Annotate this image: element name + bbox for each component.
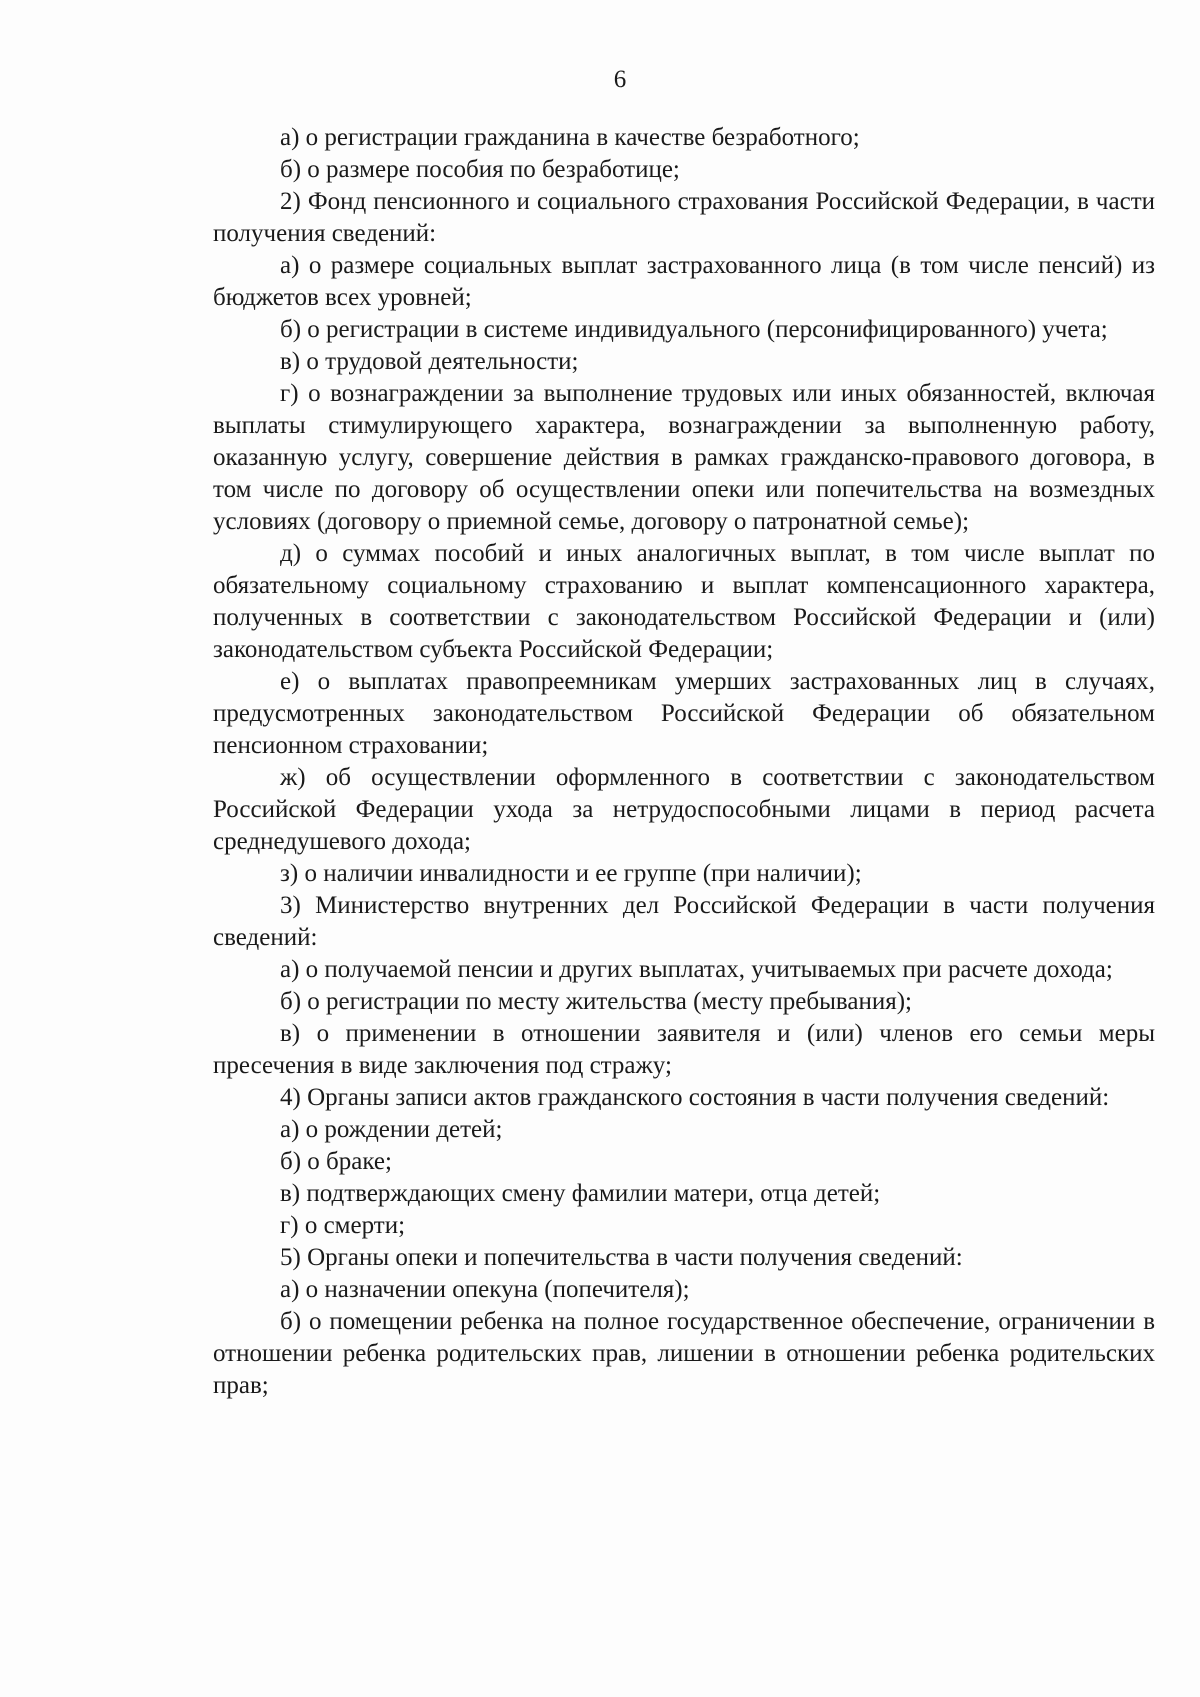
paragraph: б) о размере пособия по безработице; — [280, 156, 680, 183]
paragraph: б) о регистрации в системе индивидуального (персонифицированного) учета; — [280, 316, 1108, 343]
paragraph: 2) Фонд пенсионного и социального страхования Российской Федерации, в части получения сведений: — [213, 188, 1155, 247]
document-body — [213, 122, 1155, 1402]
paragraph: ж) об осуществлении оформленного в соответствии с законодательством Российской Федерации ухода за нетрудоспособными лицами в период расчета среднедушевого дохода; — [213, 764, 1155, 855]
paragraph: а) о размере социальных выплат застрахованного лица (в том числе пенсий) из бюджетов всех уровней; — [213, 252, 1155, 311]
paragraph: 5) Органы опеки и попечительства в части получения сведений: — [280, 1244, 963, 1271]
paragraph: д) о суммах пособий и иных аналогичных выплат, в том числе выплат по обязательному социальному страхованию и выплат компенсационного характера, полученных в соответствии с законодательством Российской Федерации и (или) законодательством субъекта Российской Федерации; — [213, 540, 1155, 663]
paragraph: в) подтверждающих смену фамилии матери, отца детей; — [280, 1180, 881, 1207]
paragraph: е) о выплатах правопреемникам умерших застрахованных лиц в случаях, предусмотренных законодательством Российской Федерации об обязательном пенсионном страховании; — [213, 668, 1155, 759]
paragraph: г) о вознаграждении за выполнение трудовых или иных обязанностей, включая выплаты стимулирующего характера, вознаграждении за выполненную работу, оказанную услугу, совершение действия в рамках гражданско-правового договора, в том числе по договору об осуществлении опеки или попечительства на возмездных условиях (договору о приемной семье, договору о патронатной семье); — [213, 380, 1155, 535]
paragraph: в) о трудовой деятельности; — [280, 348, 579, 375]
paragraph: б) о помещении ребенка на полное государственное обеспечение, ограничении в отношении ребенка родительских прав, лишении в отношении ребенка родительских прав; — [213, 1308, 1155, 1399]
paragraph: в) о применении в отношении заявителя и (или) членов его семьи меры пресечения в виде заключения под стражу; — [213, 1020, 1155, 1079]
paragraph: г) о смерти; — [280, 1212, 406, 1239]
paragraph: 3) Министерство внутренних дел Российской Федерации в части получения сведений: — [213, 892, 1155, 951]
paragraph: б) о браке; — [280, 1148, 392, 1175]
paragraph: а) о регистрации гражданина в качестве безработного; — [280, 124, 860, 151]
paragraph: 4) Органы записи актов гражданского состояния в части получения сведений: — [280, 1084, 1110, 1111]
page-number: 6 — [613, 66, 627, 93]
paragraph: а) о рождении детей; — [280, 1116, 503, 1143]
paragraph: а) о получаемой пенсии и других выплатах, учитываемых при расчете дохода; — [280, 956, 1113, 983]
paragraph: з) о наличии инвалидности и ее группе (при наличии); — [280, 860, 862, 887]
paragraph: б) о регистрации по месту жительства (месту пребывания); — [280, 988, 912, 1015]
paragraph: а) о назначении опекуна (попечителя); — [280, 1276, 690, 1303]
